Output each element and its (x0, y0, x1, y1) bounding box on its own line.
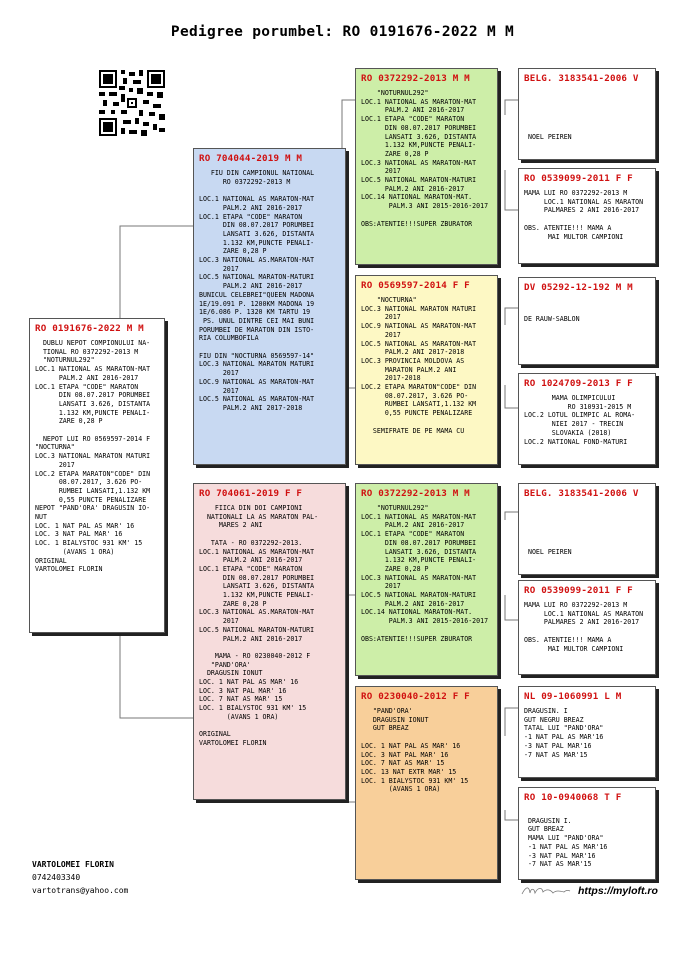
card-text: DE RAUW-SABLON (524, 315, 580, 324)
ring-number: RO 0191676-2022 M M (35, 323, 144, 334)
card-dam-sire (355, 483, 498, 676)
ring-number: RO 0539099-2011 F F (524, 173, 633, 184)
card-sdd (518, 373, 656, 465)
card-dsd (518, 580, 656, 675)
card-text: FIICA DIN DOI CAMPIONI NATIONALI LA AS MARATON PAL- MARES 2 ANI TATA - RO 0372292-2013. LOC.1 NATIONAL AS MARATON-MAT PALM.2 ANI 2016-2017 LOC.1 ETAPA "CODE" MARATON DIN 08.07.2017 PORUMBEI LANSATI 3.626, DISTANTA 1.132 KM,PUNCTE PENALI- ZARE 0,28 P LOC.3 NATIONAL AS.MARATON-MAT 2017 LOC.5 NATIONAL MARATON-MATURI PALM.2 ANI 2016-2017 MAMA - RO 0230040-2012 F "PAND'ORA' DRAGUSIN IONUT LOC. 1 NAT PAL AS MAR' 16 LOC. 3 NAT PAL MAR' 16 LOC. 7 NAT AS MAR' 15 LOC. 1 BIALYSTOC 931 KM' 15 (AVANS 1 ORA) ORIGINAL VARTOLOMEI FLORIN (199, 504, 319, 747)
card-ssd (518, 168, 656, 264)
card-sire (193, 148, 346, 465)
card-text: MAMA LUI RO 0372292-2013 M LOC.1 NATIONAL AS MARATON PALMARES 2 ANI 2016-2017 OBS. ATENTIE!!! MAMA A MAI MULTOR CAMPIONI (524, 189, 644, 241)
ring-number: RO 1024709-2013 F F (524, 378, 633, 389)
card-text: "NOTURNUL292" LOC.1 NATIONAL AS MARATON-MAT PALM.2 ANI 2016-2017 LOC.1 ETAPA "CODE" MARATON DIN 08.07.2017 PORUMBEI LANSATI 3.626, DISTANTA 1.132 KM,PUNCTE PENALI- ZARE 0,28 P LOC.3 NATIONAL AS MARATON-MAT 2017 LOC.5 NATIONAL MARATON-MATURI PALM.2 ANI 2016-2017 LOC.14 NATIONAL MARATON-MAT. PALM.3 ANI 2015-2016-2017 OBS:ATENTIE!!!SUPER ZBURATOR (361, 504, 489, 643)
card-ddd (518, 787, 656, 880)
ring-number: RO 0230040-2012 F F (361, 691, 470, 702)
card-dam-dam (355, 686, 498, 880)
breeder-phone: 0742403340 (32, 873, 81, 882)
card-text: NOEL PEIREN (527, 547, 572, 556)
card-sss (518, 68, 656, 160)
card-dds (518, 686, 656, 778)
card-text: DRAGUSIN. I GUT NEGRU BREAZ TATAL LUI "PAND'ORA" -1 NAT PAL AS MAR'16 -3 NAT PAL MAR'16 -7 NAT AS MAR'15 (524, 707, 604, 759)
card-text: DRAGUSIN I. GUT BREAZ MAMA LUI "PAND'ORA" -1 NAT PAL AS MAR'16 -3 NAT PAL MAR'16 -7 NAT AS MAR'15 (527, 816, 608, 869)
card-text: "PAND'ORA' DRAGUSIN IONUT GUT BREAZ LOC. 1 NAT PAL AS MAR' 16 LOC. 3 NAT PAL MAR' 16 LOC. 7 NAT AS MAR' 15 LOC. 13 NAT EXTR MAR' 15 LOC. 1 BIALYSTOC 931 KM' 15 (AVANS 1 ORA) (361, 707, 469, 794)
ring-number: BELG. 3183541-2006 V (524, 73, 639, 84)
card-sire-dam (355, 275, 498, 465)
card-dam (193, 483, 346, 800)
card-sds (518, 277, 656, 365)
ring-number: RO 0569597-2014 F F (361, 280, 470, 291)
breeder-email[interactable]: vartotrans@yahoo.com (32, 886, 129, 895)
card-sire-sire (355, 68, 498, 265)
breeder-contact (32, 858, 128, 897)
ring-number: RO 0372292-2013 M M (361, 488, 470, 499)
ring-number: RO 704061-2019 F F (199, 488, 303, 499)
ring-number: NL 09-1060991 L M (524, 691, 622, 702)
card-text: FIU DIN CAMPIONUL NATIONAL RO 0372292-2013 M LOC.1 NATIONAL AS MARATON-MAT PALM.2 ANI 2016-2017 LOC.1 ETAPA "CODE" MARATON DIN 08.07.2017 PORUMBEI LANSATI 3.626, DISTANTA 1.132 KM,PUNCTE PENALI- ZARE 0,28 P LOC.3 NATIONAL AS.MARATON-MAT 2017 LOC.5 NATIONAL MARATON-MATURI PALM.2 ANI 2016-2017 BUNICUL CELEBREI"QUEEN MADONA 1E/19.091 P. 1200KM MADONA 19 1E/6.086 P. 1320 KM TARTU 19 PS. UNUL DINTRE CEI MAI BUNI PORUMBEI DE MARATON DIN ISTO- RIA COLUMBOFILA FIU DIN "NOCTURNA 0569597-14" LOC.3 NATIONAL MARATON MATURI 2017 LOC.9 NATIONAL AS MARATON-MAT 2017 LOC.5 NATIONAL AS MARATON-MAT PALM.2 ANI 2017-2018 (199, 169, 315, 412)
card-text: NOEL PEIREN (527, 132, 572, 141)
signature-icon (520, 884, 572, 898)
ring-number: BELG. 3183541-2006 V (524, 488, 639, 499)
website-link[interactable]: https://myloft.ro (578, 885, 658, 897)
card-text: DUBLU NEPOT COMPIONULUI NA- TIONAL RO 0372292-2013 M "NOTURNUL292" LOC.1 NATIONAL AS MARATON-MAT PALM.2 ANI 2016-2017 LOC.1 ETAPA "CODE" MARATON DIN 08.07.2017 PORUMBEI LANSATI 3.626, DISTANTA 1.132 KM,PUNCTE PENALI- ZARE 0,28 P NEPOT LUI RO 0569597-2014 F "NOCTURNA" LOC.3 NATIONAL MARATON MATURI 2017 LOC.2 ETAPA MARATON"CODE" DIN 08.07.2017, 3.626 PO- RUMBEI LANSATI,1.132 KM 0,55 PUNCTE PENALIZARE NEPOT "PAND'ORA' DRAGUSIN IO- NUT LOC. 1 NAT PAL AS MAR' 16 LOC. 3 NAT PAL MAR' 16 LOC. 1 BIALYSTOC 931 KM' 15 (AVANS 1 ORA) ORIGINAL VARTOLOMEI FLORIN (35, 339, 151, 574)
ring-number: RO 704044-2019 M M (199, 153, 303, 164)
ring-number: RO 0539099-2011 F F (524, 585, 633, 596)
ring-number: RO 0372292-2013 M M (361, 73, 470, 84)
card-text: "NOCTURNA" LOC.3 NATIONAL MARATON MATURI 2017 LOC.9 NATIONAL AS MARATON-MAT 2017 LOC.5 NATIONAL AS MARATON-MAT PALM.2 ANI 2017-2018 LOC.3 PROVINCIA MOLDOVA AS MARATON PALM.2 ANI 2017-2018 LOC.2 ETAPA MARATON"CODE" DIN 08.07.2017, 3.626 PO- RUMBEI LANSATI,1.132 KM 0,55 PUNCTE PENALIZARE SEMIFRATE DE PE MAMA CU (361, 296, 477, 435)
breeder-name: VARTOLOMEI FLORIN (32, 860, 114, 869)
card-text: MAMA LUI RO 0372292-2013 M LOC.1 NATIONAL AS MARATON PALMARES 2 ANI 2016-2017 OBS. ATENTIE!!! MAMA A MAI MULTOR CAMPIONI (524, 601, 644, 653)
ring-number: RO 10-0940068 T F (524, 792, 622, 803)
page-title: Pedigree porumbel: RO 0191676-2022 M M (170, 24, 515, 40)
card-dss (518, 483, 656, 575)
ring-number: DV 05292-12-192 M M (524, 282, 633, 293)
card-text: MAMA OLIMPICULUI RO 310931-2015 M LOC.2 LOTUL OLIMPIC AL ROMA- NIEI 2017 - TRECIN SLOVAKIA (2018) LOC.2 NATIONAL FOND-MATURI (524, 394, 636, 446)
card-subject (29, 318, 165, 633)
card-text: "NOTURNUL292" LOC.1 NATIONAL AS MARATON-MAT PALM.2 ANI 2016-2017 LOC.1 ETAPA "CODE" MARATON DIN 08.07.2017 PORUMBEI LANSATI 3.626, DISTANTA 1.132 KM,PUNCTE PENALI- ZARE 0,28 P LOC.3 NATIONAL AS MARATON-MAT 2017 LOC.5 NATIONAL MARATON-MATURI PALM.2 ANI 2016-2017 LOC.14 NATIONAL MARATON-MAT. PALM.3 ANI 2015-2016-2017 OBS:ATENTIE!!!SUPER ZBURATOR (361, 89, 489, 228)
